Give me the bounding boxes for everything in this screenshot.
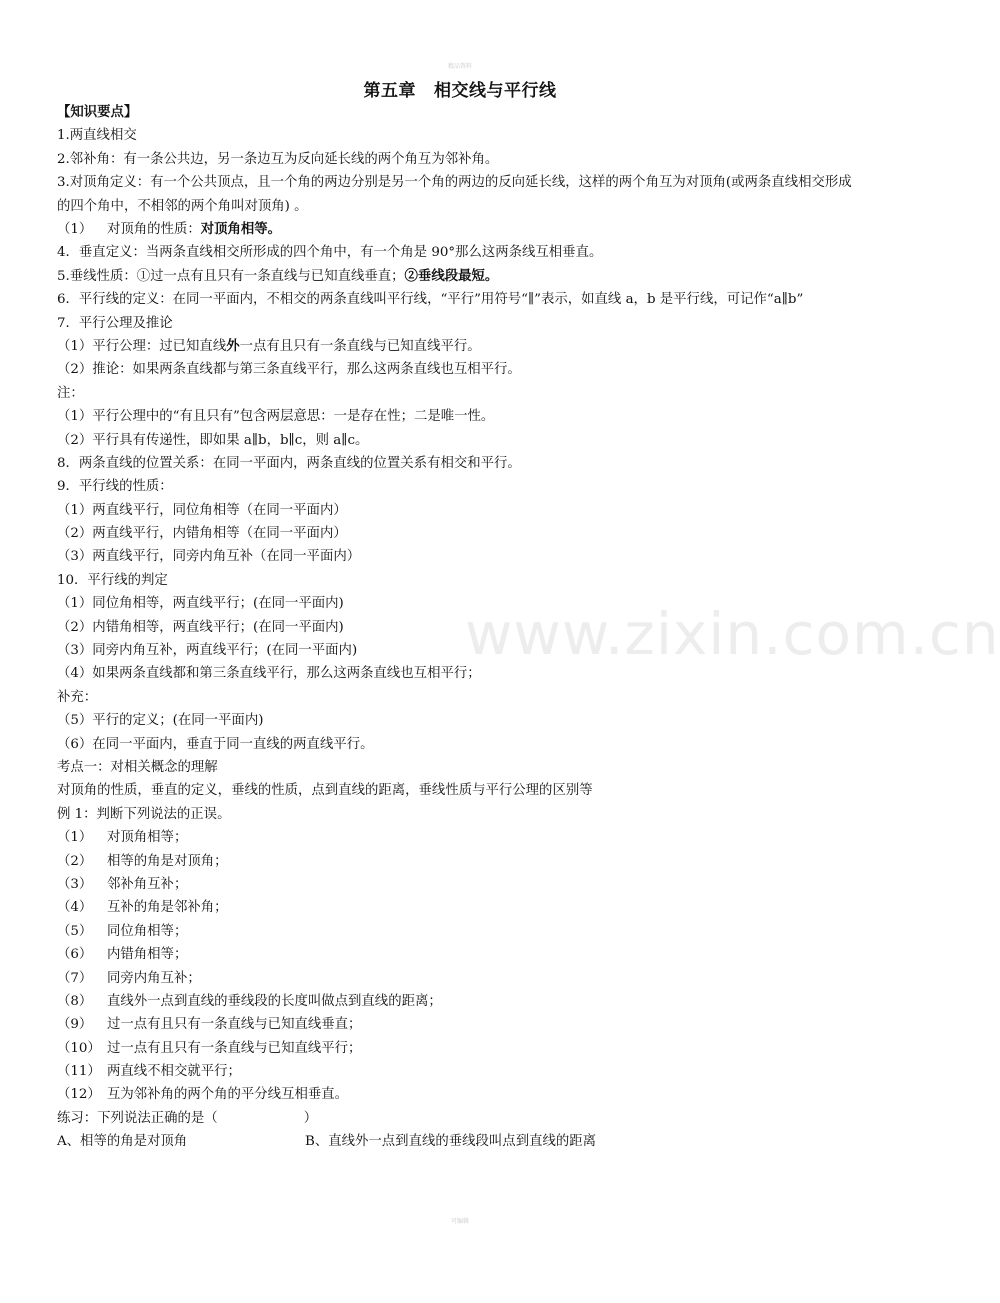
example-item: （1） 对顶角相等； — [57, 830, 188, 846]
title-chapter: 第五章 — [363, 81, 416, 101]
example-item: （5） 同位角相等； — [57, 923, 188, 939]
point-4: 4．垂直定义：当两条直线相交所形成的四个角中，有一个角是 90°那么这两条线互相垂直。 — [57, 245, 603, 261]
example-item: （6） 内错角相等； — [57, 947, 188, 963]
watermark-text: www.zixin.com.cn — [465, 600, 1000, 668]
practice-options — [57, 1130, 865, 1153]
point-10-item: （1）同位角相等，两直线平行；(在同一平面内) — [57, 596, 344, 612]
point-7-1: （1）平行公理：过已知直线外一点有且只有一条直线与已知直线平行。 — [57, 337, 481, 354]
point-9-item: （2）两直线平行，内错角相等（在同一平面内） — [57, 526, 347, 542]
exam-point-heading: 考点一：对相关概念的理解 — [57, 759, 218, 775]
point-5: 5.垂线性质：①过一点有且只有一条直线与已知直线垂直；②垂线段最短。 — [57, 267, 499, 284]
point-2: 2.邻补角：有一条公共边，另一条边互为反向延长线的两个角互为邻补角。 — [57, 151, 499, 167]
example-item: （4） 互补的角是邻补角； — [57, 900, 228, 916]
point-8: 8．两条直线的位置关系：在同一平面内，两条直线的位置关系有相交和平行。 — [57, 455, 521, 471]
example-item: （2） 相等的角是对顶角； — [57, 853, 228, 869]
option-b: B、直线外一点到直线的垂线段叫点到直线的距离 — [305, 1134, 597, 1150]
example-item: （7） 同旁内角互补； — [57, 970, 201, 986]
example-item: （11） 两直线不相交就平行； — [57, 1064, 241, 1080]
note-label: 注： — [57, 385, 84, 401]
option-a: A、相等的角是对顶角 — [57, 1134, 188, 1150]
page-title — [0, 76, 920, 101]
supplement-item: （6）在同一平面内，垂直于同一直线的两直线平行。 — [57, 736, 374, 752]
exam-point-desc: 对顶角的性质，垂直的定义，垂线的性质，点到直线的距离，垂线性质与平行公理的区别等 — [57, 783, 593, 799]
document-body — [57, 101, 865, 1154]
supplement-label: 补充： — [57, 689, 98, 705]
point-7-2: （2）推论：如果两条直线都与第三条直线平行，那么这两条直线也互相平行。 — [57, 362, 521, 378]
note-2: （2）平行具有传递性，即如果 a∥b，b∥c，则 a∥c。 — [57, 432, 369, 448]
point-10-item: （4）如果两条直线都和第三条直线平行，那么这两条直线也互相平行； — [57, 666, 481, 682]
example-item: （8） 直线外一点到直线的垂线段的长度叫做点到直线的距离； — [57, 993, 442, 1009]
section-heading: 【知识要点】 — [57, 104, 138, 120]
footer-mark: 可编辑 — [450, 1218, 469, 1225]
example-item: （3） 邻补角互补； — [57, 876, 188, 892]
example-item: （9） 过一点有且只有一条直线与已知直线垂直； — [57, 1017, 362, 1033]
example-heading: 例 1：判断下列说法的正误。 — [57, 806, 231, 822]
supplement-item: （5）平行的定义；(在同一平面内) — [57, 713, 264, 729]
title-topic: 相交线与平行线 — [434, 81, 557, 101]
practice-question: 练习：下列说法正确的是（ ） — [57, 1110, 318, 1126]
example-item: （12） 互为邻补角的两个角的平分线互相垂直。 — [57, 1087, 349, 1103]
point-1: 1.两直线相交 — [57, 128, 137, 144]
point-6: 6．平行线的定义：在同一平面内，不相交的两条直线叫平行线，“平行”用符号“∥”表示，如直线 a，b 是平行线，可记作“a∥b” — [57, 292, 804, 308]
example-item: （10） 过一点有且只有一条直线与已知直线平行； — [57, 1040, 362, 1056]
point-9: 9．平行线的性质： — [57, 479, 173, 495]
point-3-1: （1） 对顶角的性质：对顶角相等。 — [57, 220, 282, 237]
point-9-item: （1）两直线平行，同位角相等（在同一平面内） — [57, 502, 347, 518]
point-7: 7．平行公理及推论 — [57, 315, 173, 331]
point-10-item: （2）内错角相等，两直线平行；(在同一平面内) — [57, 619, 344, 635]
header-mark: 精品资料 — [447, 63, 472, 70]
point-9-item: （3）两直线平行，同旁内角互补（在同一平面内） — [57, 549, 361, 565]
point-10: 10．平行线的判定 — [57, 572, 168, 588]
note-1: （1）平行公理中的“有且只有”包含两层意思：一是存在性；二是唯一性。 — [57, 409, 495, 425]
point-3: 3.对顶角定义：有一个公共顶点，且一个角的两边分别是另一个角的两边的反向延长线，这样的两个角互为对顶角(或两条直线相交形成的四个角中，不相邻的两个角叫对顶角) 。 — [57, 175, 852, 214]
point-10-item: （3）同旁内角互补，两直线平行；(在同一平面内) — [57, 643, 358, 659]
